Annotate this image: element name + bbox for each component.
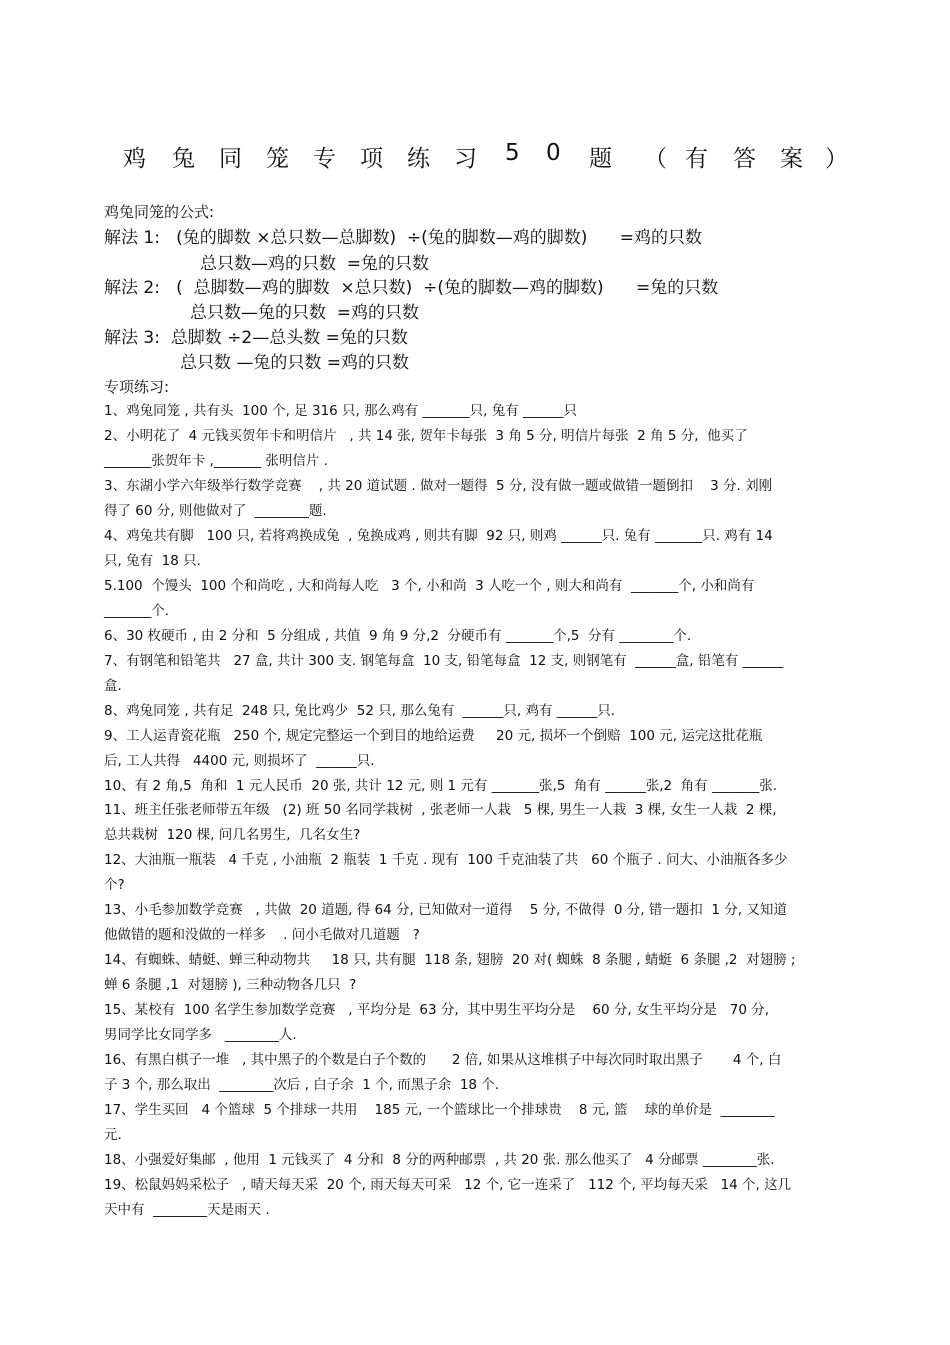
title-char: 同 <box>219 146 242 172</box>
problem-line: 7、有钢笔和铅笔共 27 盒, 共计 300 支. 钢笔每盒 10 支, 铅笔每盒 12 支, 则钢笔有 ______盒, 铅笔有 ______ <box>104 653 784 669</box>
problem-line: _______张贺年卡 ,_______ 张明信片 . <box>104 453 328 469</box>
title-char: 有 <box>685 146 708 172</box>
practice-heading: 专项练习: <box>104 378 170 396</box>
problem-line: 19、松鼠妈妈采松子 , 晴天每天采 20 个, 雨天每天可采 12 个, 它一连采了 112 个, 平均每天采 14 个, 这几 <box>104 1177 792 1193</box>
problem-line: 12、大油瓶一瓶装 4 千克 , 小油瓶 2 瓶装 1 千克 . 现有 100 千克油装了共 60 个瓶子 . 问大、小油瓶各多少 <box>104 852 788 868</box>
title-char: 题 <box>589 146 612 172</box>
problem-line: 个? <box>104 877 125 893</box>
problem-line: 4、鸡兔共有脚 100 只, 若将鸡换成兔 , 兔换成鸡 , 则共有脚 92 只, 则鸡 ______只. 兔有 _______只. 鸡有 14 <box>104 528 773 544</box>
page-title <box>0 140 950 174</box>
title-char: 答 <box>733 146 756 172</box>
problem-line: 10、有 2 角,5 角和 1 元人民币 20 张, 共计 12 元, 则 1 元有 _______张,5 角有 ______张,2 角有 _______张. <box>104 778 778 794</box>
title-char: 兔 <box>172 146 195 172</box>
title-char: 5 <box>505 140 520 166</box>
problem-line: 16、有黑白棋子一堆 , 其中黑子的个数是白子个数的 2 倍, 如果从这堆棋子中每次同时取出黑子 4 个, 白 <box>104 1052 782 1068</box>
problem-line: 1、鸡兔同笼 , 共有头 100 个, 足 316 只, 那么鸡有 _______只, 兔有 ______只 <box>104 403 578 419</box>
problem-line: 17、学生买回 4 个篮球 5 个排球一共用 185 元, 一个篮球比一个排球贵 8 元, 篮 球的单价是 ________ <box>104 1102 775 1118</box>
title-char: 案 <box>780 146 803 172</box>
problem-line: 他做错的题和没做的一样多 . 问小毛做对几道题 ? <box>104 927 420 943</box>
problem-line: _______个. <box>104 603 170 619</box>
problem-line: 2、小明花了 4 元钱买贺年卡和明信片 , 共 14 张, 贺年卡每张 3 角 5 分, 明信片每张 2 角 5 分, 他买了 <box>104 428 748 444</box>
method-1-sub: 总只数—鸡的只数 =兔的只数 <box>200 254 430 274</box>
title-char: 练 <box>407 146 430 172</box>
problem-line: 总共栽树 120 棵, 问几名男生, 几名女生? <box>104 827 361 843</box>
title-char: 鸡 <box>123 146 146 172</box>
title-char: 项 <box>360 146 383 172</box>
title-char: ） <box>825 146 848 172</box>
problem-line: 14、有蜘蛛、蜻蜓、蝉三种动物共 18 只, 共有腿 118 条, 翅膀 20 对( 蜘蛛 8 条腿 , 蜻蜓 6 条腿 ,2 对翅膀 ; <box>104 952 796 968</box>
problem-line: 6、30 枚硬币 , 由 2 分和 5 分组成 , 共值 9 角 9 分,2 分硬币有 _______个,5 分有 ________个. <box>104 628 692 644</box>
method-3-sub: 总只数 —兔的只数 =鸡的只数 <box>180 353 410 373</box>
problem-line: 只, 兔有 18 只. <box>104 553 201 569</box>
problem-line: 得了 60 分, 则他做对了 ________题. <box>104 503 327 519</box>
problem-line: 13、小毛参加数学竞赛 , 共做 20 道题, 得 64 分, 已知做对一道得 5 分, 不做得 0 分, 错一题扣 1 分, 又知道 <box>104 902 787 918</box>
title-char: 专 <box>313 146 336 172</box>
problem-line: 蝉 6 条腿 ,1 对翅膀 ), 三种动物各几只 ? <box>104 977 357 993</box>
title-char: （ <box>644 146 667 172</box>
method-2: 解法 2: ( 总脚数—鸡的脚数 ×总只数) ÷(兔的脚数—鸡的脚数) =兔的只数 <box>104 278 719 298</box>
problem-line: 天中有 ________天是雨天 . <box>104 1202 270 1218</box>
problem-line: 后, 工人共得 4400 元, 则损坏了 ______只. <box>104 753 375 769</box>
problem-line: 8、鸡兔同笼 , 共有足 248 只, 兔比鸡少 52 只, 那么兔有 ______只, 鸡有 ______只. <box>104 703 616 719</box>
problem-line: 盒. <box>104 678 122 694</box>
formula-heading: 鸡兔同笼的公式: <box>104 203 215 221</box>
problem-line: 男同学比女同学多 ________人. <box>104 1027 297 1043</box>
title-char: 习 <box>454 146 477 172</box>
problem-line: 3、东湖小学六年级举行数学竞赛 , 共 20 道试题 . 做对一题得 5 分, 没有做一题或做错一题倒扣 3 分. 刘刚 <box>104 478 773 494</box>
method-3: 解法 3: 总脚数 ÷2—总头数 =兔的只数 <box>104 328 408 348</box>
problem-line: 9、工人运青瓷花瓶 250 个, 规定完整运一个到目的地给运费 20 元, 损坏一个倒赔 100 元, 运完这批花瓶 <box>104 728 763 744</box>
problem-line: 11、班主任张老师带五年级 (2) 班 50 名同学栽树 , 张老师一人栽 5 棵, 男生一人栽 3 棵, 女生一人栽 2 棵, <box>104 802 777 818</box>
problem-line: 15、某校有 100 名学生参加数学竞赛 , 平均分是 63 分, 其中男生平均分是 60 分, 女生平均分是 70 分, <box>104 1002 770 1018</box>
problem-line: 5.100 个馒头 100 个和尚吃 , 大和尚每人吃 3 个, 小和尚 3 人吃一个 , 则大和尚有 _______个, 小和尚有 <box>104 578 755 594</box>
problem-line: 18、小强爱好集邮 , 他用 1 元钱买了 4 分和 8 分的两种邮票 , 共 20 张. 那么他买了 4 分邮票 ________张. <box>104 1152 775 1168</box>
method-1: 解法 1: (兔的脚数 ×总只数—总脚数) ÷(兔的脚数—鸡的脚数) =鸡的只数 <box>104 228 703 248</box>
problem-line: 子 3 个, 那么取出 ________次后 , 白子余 1 个, 而黑子余 18 个. <box>104 1077 500 1093</box>
title-char: 笼 <box>266 146 289 172</box>
method-2-sub: 总只数—兔的只数 =鸡的只数 <box>190 303 420 323</box>
problem-line: 元. <box>104 1127 122 1143</box>
title-char: 0 <box>546 140 561 166</box>
